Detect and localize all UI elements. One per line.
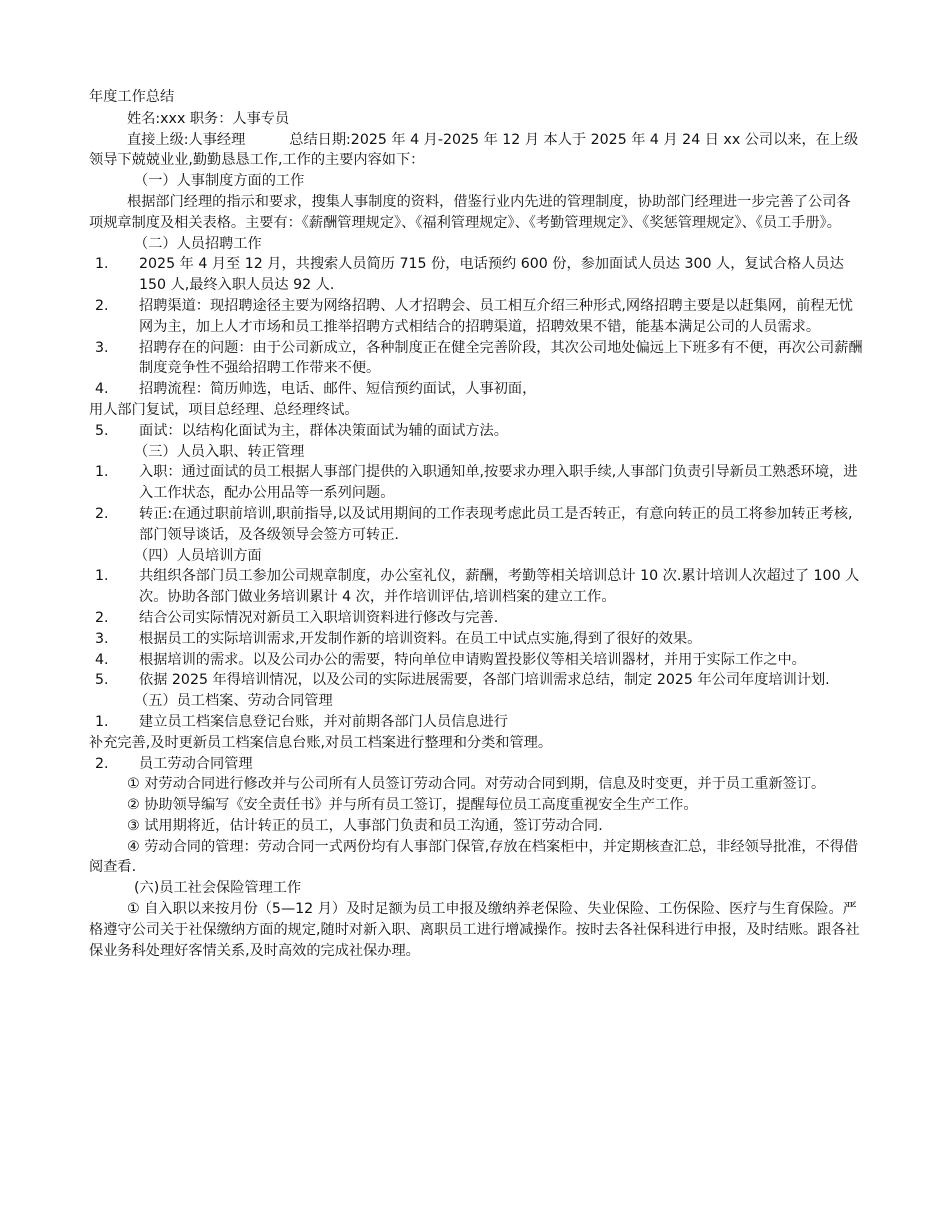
- list-number: 3.: [95, 339, 109, 356]
- circled-item: ④ 劳动合同的管理：劳动合同一式两份均有人事部门保管,存放在档案柜中，并定期核查汇总，非经领导批准，不得借阅查看.: [89, 838, 859, 876]
- section-1-paragraph: 根据部门经理的指示和要求，搜集人事制度的资料，借鉴行业内先进的管理制度，协助部门经理进一步完善了公司各项规章制度及相关表格。主要有：《薪酬管理规定》、《福利管理规定》、《考勤管理规定》、《奖惩管理规定》、《员工手册》。: [89, 193, 851, 231]
- list-text: 根据培训的需求。以及公司办公的需要，特向单位申请购置投影仪等相关培训器材，并用于实际工作之中。: [139, 651, 806, 668]
- list-item-continuation: 用人部门复试，项目总经理、总经理终试。: [89, 401, 359, 418]
- list-text: 建立员工档案信息登记台账，并对前期各部门人员信息进行: [139, 713, 508, 730]
- section-1-heading: （一）人事制度方面的工作: [134, 173, 305, 190]
- circled-item: ② 协助领导编写《安全责任书》并与所有员工签订，提醒每位员工高度重视安全生产工作。: [127, 797, 698, 814]
- list-number: 1.: [95, 568, 109, 585]
- list-item: [89, 608, 864, 629]
- list-text: 招聘渠道：现招聘途径主要为网络招聘、人才招聘会、员工相互介绍三种形式,网络招聘主要是以赶集网，前程无忧网为主，加上人才市场和员工推举招聘方式相结合的招聘渠道，招聘效果不错，能基本满足公司的人员需求。: [139, 297, 853, 335]
- list-text: 员工劳动合同管理: [139, 755, 253, 772]
- section-4-heading: （四）人员培训方面: [134, 547, 262, 564]
- list-item: [89, 629, 864, 650]
- list-item: [89, 379, 864, 400]
- list-item: [89, 670, 864, 691]
- list-item: [89, 421, 864, 442]
- list-item: [89, 338, 864, 380]
- list-number: 2.: [95, 755, 109, 772]
- list-text: 招聘存在的问题：由于公司新成立，各种制度正在健全完善阶段，其次公司地处偏远上下班多有不便，再次公司薪酬制度竞争性不强给招聘工作带来不便。: [139, 339, 863, 377]
- manager-label: 直接上级:人事经理: [127, 131, 246, 148]
- list-number: 1.: [95, 713, 109, 730]
- list-number: 5.: [95, 422, 109, 439]
- list-number: 4.: [95, 651, 109, 668]
- document-body: [89, 87, 864, 961]
- list-number: 2.: [95, 297, 109, 314]
- list-number: 2.: [95, 505, 109, 522]
- list-number: 4.: [95, 381, 109, 398]
- section-6-heading: (六)员工社会保险管理工作: [134, 880, 302, 897]
- list-item: [89, 254, 864, 296]
- intro-paragraph: [89, 130, 864, 172]
- list-number: 5.: [95, 672, 109, 689]
- list-number: 3.: [95, 630, 109, 647]
- doc-title: 年度工作总结: [89, 89, 175, 105]
- section-3-heading: （三）人员入职、转正管理: [134, 443, 305, 460]
- list-item-continuation: 补充完善,及时更新员工档案信息台账,对员工档案进行整理和分类和管理。: [89, 734, 553, 751]
- list-item: [89, 462, 864, 504]
- circled-item: ③ 试用期将近，估计转正的员工，人事部门负责和员工沟通，签订劳动合同.: [127, 817, 603, 834]
- list-text: 2025 年 4 月至 12 月，共搜索人员简历 715 份，电话预约 600 份，参加面试人员达 300 人，复试合格人员达 150 人,最终入职人员达 92 人.: [139, 256, 844, 294]
- list-text: 根据员工的实际培训需求,开发制作新的培训资料。在员工中试点实施,得到了很好的效果。: [139, 630, 702, 647]
- list-text: 招聘流程：简历帅选，电话、邮件、短信预约面试，人事初面，: [139, 381, 537, 398]
- list-text: 面试：以结构化面试为主，群体决策面试为辅的面试方法。: [139, 422, 508, 439]
- section-2-heading: （二）人员招聘工作: [134, 235, 262, 252]
- section-5-heading: （五）员工档案、劳动合同管理: [134, 693, 333, 710]
- name-position-line: 姓名:xxx 职务：人事专员: [127, 110, 290, 127]
- list-item: [89, 650, 864, 671]
- list-text: 结合公司实际情况对新员工入职培训资料进行修改与完善.: [139, 609, 499, 626]
- list-item: [89, 504, 864, 546]
- list-text: 转正:在通过职前培训,职前指导,以及试用期间的工作表现考虑此员工是否转正，有意向转正的员工将参加转正考核,部门领导谈话，及各级领导会签方可转正.: [139, 505, 853, 543]
- list-text: 依据 2025 年得培训情况，以及公司的实际进展需要，各部门培训需求总结，制定 2025 年公司年度培训计划.: [139, 672, 830, 689]
- list-text: 入职：通过面试的员工根据人事部门提供的入职通知单,按要求办理入职手续,人事部门负责引导新员工熟悉环境，进入工作状态，配办公用品等一系列问题。: [139, 464, 858, 502]
- list-item: [89, 296, 864, 338]
- circled-item: ① 对劳动合同进行修改并与公司所有人员签订劳动合同。对劳动合同到期，信息及时变更，并于员工重新签订。: [127, 776, 826, 793]
- intro-text: 总结日期:2025 年 4 月-2025 年 12 月 本人于 2025 年 4 月 24 日 xx 公司以来，在上级领导下兢兢业业,勤勤恳恳工作,工作的主要内容如下：: [89, 131, 859, 169]
- list-text: 共组织各部门员工参加公司规章制度，办公室礼仪，薪酬，考勤等相关培训总计 10 次.累计培训人次超过了 100 人次。协助各部门做业务培训累计 4 次，并作培训评估,培训档案的建立工作。: [139, 568, 860, 606]
- list-item: [89, 566, 864, 608]
- list-number: 1.: [95, 256, 109, 273]
- list-item: [89, 754, 864, 775]
- list-item: [89, 712, 864, 733]
- list-number: 1.: [95, 464, 109, 481]
- section-6-paragraph: ① 自入职以来按月份（5—12 月）及时足额为员工申报及缴纳养老保险、失业保险、工伤保险、医疗与生育保险。严格遵守公司关于社保缴纳方面的规定,随时对新入职、离职员工进行增减操作。按时去各社保科进行申报，及时结账。跟各社保业务科处理好客情关系,及时高效的完成社保办理。: [89, 901, 860, 959]
- list-number: 2.: [95, 609, 109, 626]
